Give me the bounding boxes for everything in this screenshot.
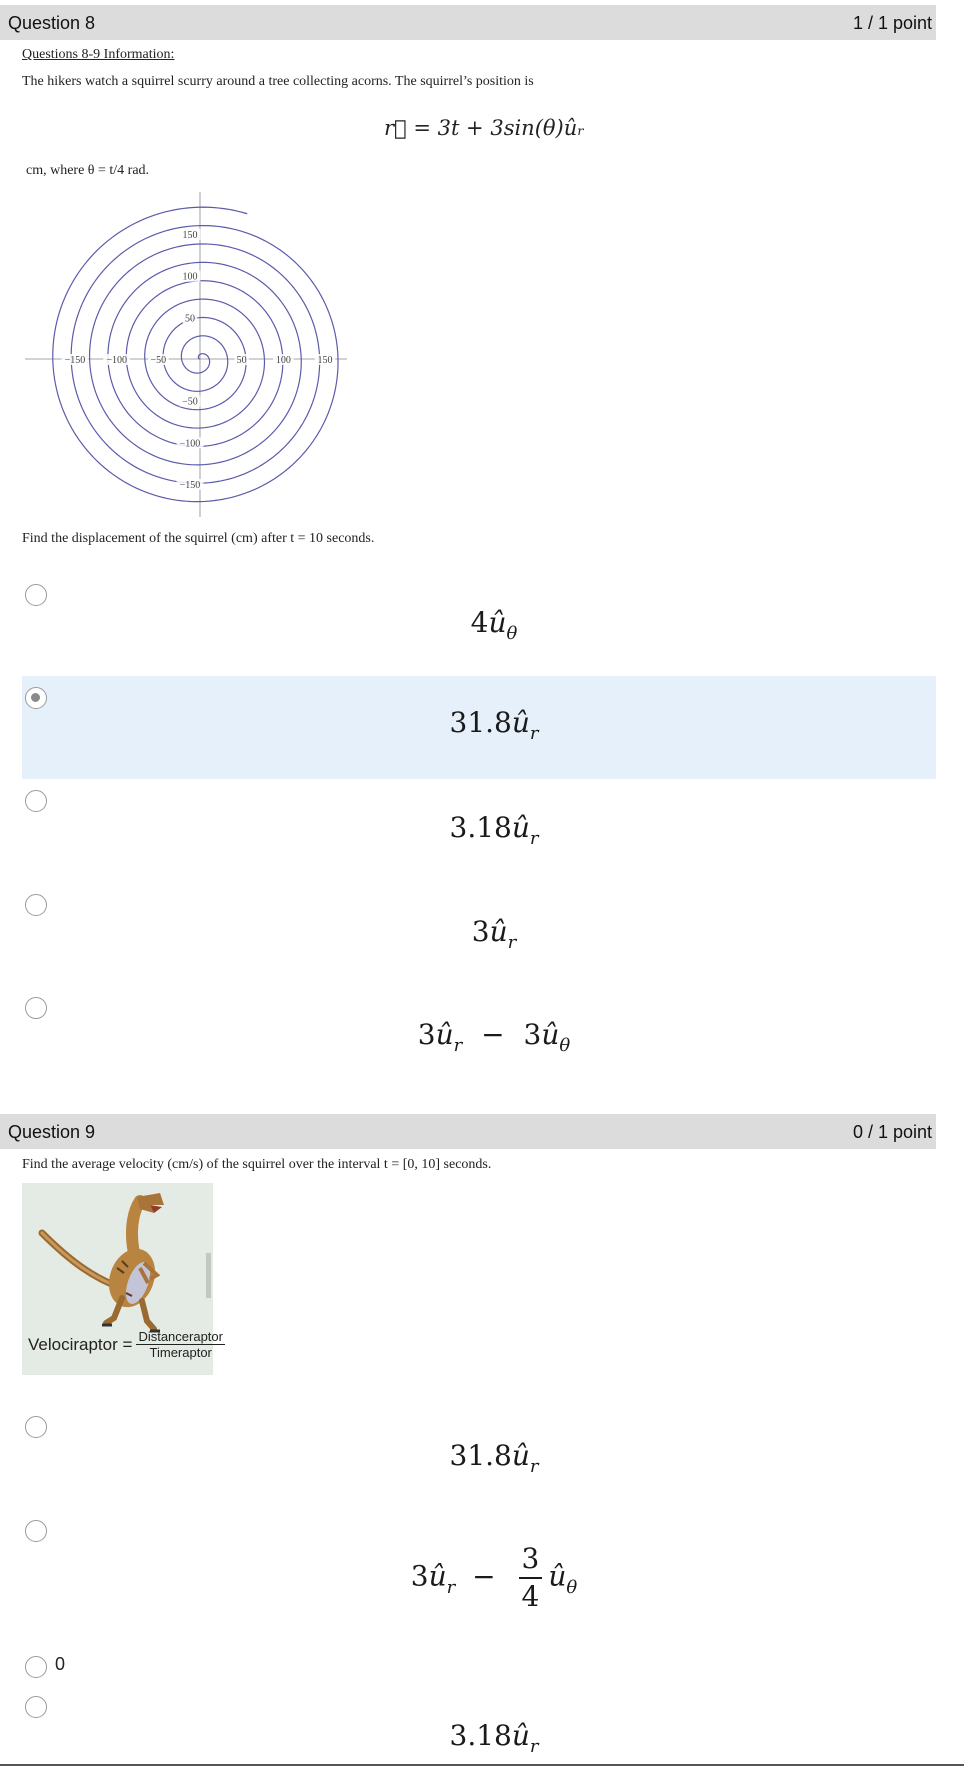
- q9-option-3[interactable]: [22, 1654, 936, 1684]
- q8-radio-5[interactable]: [25, 997, 47, 1019]
- q9-answer-2: $3û_r$ − $\frac{3}{4}$ $û_\theta$: [410, 1542, 578, 1613]
- meme-left-text: Velociraptor =: [28, 1334, 133, 1354]
- spiral-chart: [25, 192, 365, 522]
- y-tick-label: 50: [185, 313, 195, 325]
- velociraptor-meme-image: [22, 1183, 223, 1375]
- y-tick-label: −150: [179, 480, 201, 491]
- question-9-prompt: Find the average velocity (cm/s) of the squirrel over the interval t = [0, 10] seconds.: [22, 1157, 492, 1172]
- meme-caption: [28, 1329, 225, 1360]
- q9-radio-2[interactable]: [25, 1520, 47, 1542]
- q8-radio-1[interactable]: [25, 584, 47, 606]
- q8-answer-5: $3û_r$ − $3û_\theta$: [417, 1018, 571, 1056]
- q8-answer-3: $3.18û_r$: [449, 811, 539, 849]
- q8-answer-2: $31.8û_r$: [449, 706, 539, 744]
- x-tick-label: −50: [150, 355, 167, 366]
- x-tick-label: 100: [275, 355, 291, 366]
- info-text: The hikers watch a squirrel scurry around a tree collecting acorns. The squirrel’s position is: [22, 74, 534, 89]
- q9-option-1[interactable]: [22, 1415, 936, 1515]
- spiral-curve: [53, 207, 338, 501]
- meme-fraction: [136, 1329, 225, 1360]
- question-9-score: 0 / 1 point: [852, 1122, 932, 1142]
- meme-denominator: Timeraptor: [149, 1345, 212, 1360]
- y-tick-label: 150: [182, 230, 198, 241]
- question-8-score: 1 / 1 point: [852, 13, 932, 33]
- x-tick-label: −100: [106, 355, 127, 366]
- y-tick-label: −50: [182, 396, 198, 408]
- position-equation: r⃗ = 3t + 3sin(θ)ûᵣ: [384, 116, 585, 140]
- y-tick-label: 100: [182, 271, 198, 283]
- q9-radio-4[interactable]: [25, 1696, 47, 1718]
- q9-radio-3[interactable]: [25, 1656, 47, 1678]
- info-title: Questions 8-9 Information:: [22, 47, 175, 62]
- q8-answer-4: $3û_r$: [471, 915, 517, 953]
- q8-option-5[interactable]: [22, 987, 936, 1087]
- question-9-title: Question 9: [8, 1122, 96, 1142]
- velociraptor-illustration: [22, 1183, 213, 1333]
- question-8-title: Question 8: [8, 13, 96, 33]
- q8-option-3[interactable]: [22, 780, 936, 882]
- q8-answer-1: $4û_\theta$: [470, 606, 518, 644]
- question-8-header: [0, 5, 936, 40]
- question-9-header: [0, 1114, 936, 1149]
- y-tick-label: −100: [179, 438, 201, 450]
- x-tick-label: −150: [64, 355, 86, 366]
- q8-radio-3[interactable]: [25, 790, 47, 812]
- q8-option-4[interactable]: [22, 883, 936, 986]
- q9-answer-3: 0: [55, 1654, 66, 1674]
- question-8-prompt: Find the displacement of the squirrel (cm) after t = 10 seconds.: [22, 531, 375, 546]
- units-text: cm, where θ = t/4 rad.: [26, 163, 150, 178]
- x-tick-label: 150: [317, 355, 333, 366]
- q9-option-2[interactable]: [22, 1518, 936, 1618]
- q9-option-4[interactable]: [22, 1695, 936, 1764]
- q9-radio-1[interactable]: [25, 1416, 47, 1438]
- q9-answer-1: $31.8û_r$: [449, 1439, 539, 1477]
- x-tick-label: 50: [236, 355, 247, 366]
- q8-radio-4[interactable]: [25, 894, 47, 916]
- meme-numerator: Distanceraptor: [138, 1329, 223, 1344]
- q8-option-1[interactable]: [22, 575, 936, 675]
- q9-answer-4: $3.18û_r$: [449, 1719, 539, 1757]
- q8-option-2[interactable]: [22, 676, 936, 779]
